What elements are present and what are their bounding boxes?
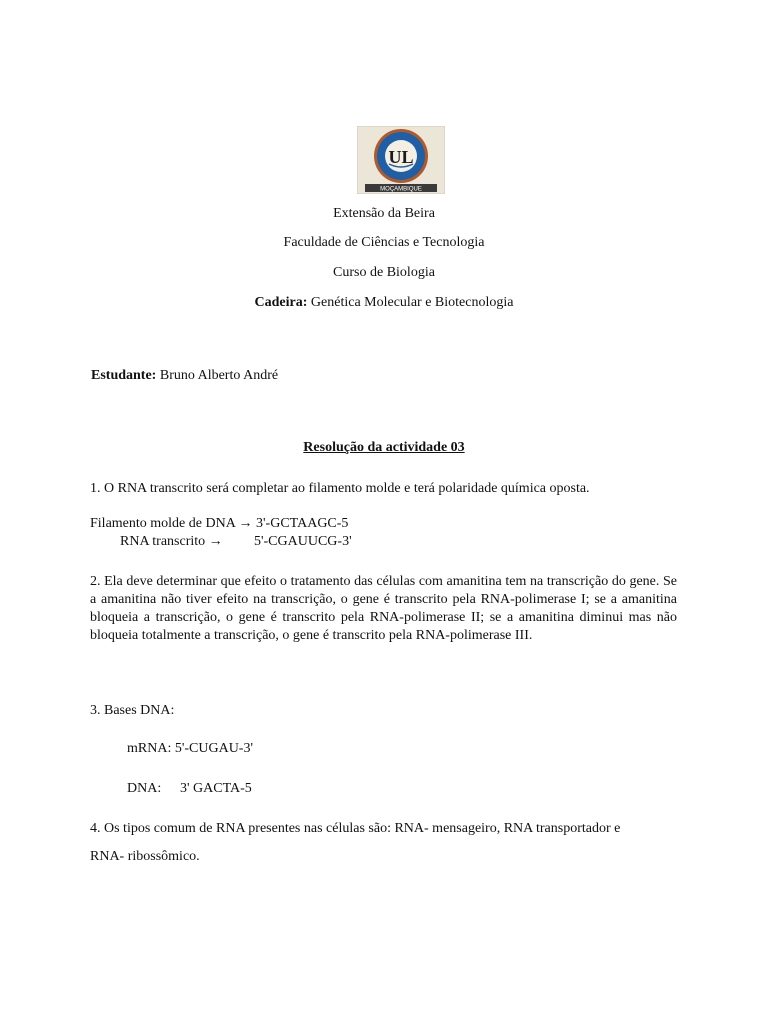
student-name: Bruno Alberto André bbox=[156, 368, 279, 383]
logo-monogram: UL bbox=[388, 147, 414, 167]
q1-rna-value: 5'-CGAUUCG-3' bbox=[254, 534, 352, 549]
q2-text: 2. Ela deve determinar que efeito o tratamento das células com amanitina tem na transcrição do gene. Se a amanitina não tiver efeito na transcrição, o gene é transcrito pela RNA-polimerase I; se a amanitina bloqueia a transcrição, o gene é transcrito pela RNA-polimerase II; se a amanitina diminui mas não bloqueia totalmente a transcrição, o gene é transcrito pela RNA-polimerase III. bbox=[90, 574, 677, 643]
logo-graphic bbox=[357, 126, 445, 194]
q1-template-line: Filamento molde de DNA → 3'-GCTAAGC-5 bbox=[90, 516, 349, 531]
subject-value: Genética Molecular e Biotecnologia bbox=[307, 295, 514, 310]
q1-text: 1. O RNA transcrito será completar ao filamento molde e terá polaridade química oposta. bbox=[90, 481, 590, 496]
q4-line-1: 4. Os tipos comum de RNA presentes nas células são: RNA- mensageiro, RNA transportador e bbox=[90, 821, 621, 836]
activity-title: Resolução da actividade 03 bbox=[303, 440, 465, 455]
student-line bbox=[91, 368, 278, 384]
q3-heading: 3. Bases DNA: bbox=[90, 703, 175, 718]
logo-banner: MOÇAMBIQUE bbox=[380, 186, 422, 193]
subject-line bbox=[0, 295, 768, 311]
university-logo bbox=[357, 126, 445, 194]
q3-mrna: mRNA: 5'-CUGAU-3' bbox=[127, 741, 253, 756]
q1-rna-label: RNA transcrito → bbox=[120, 534, 223, 549]
q3-dna-value: 3' GACTA-5 bbox=[180, 781, 252, 796]
q4-line-2: RNA- ribossômico. bbox=[90, 849, 200, 864]
extension-name: Extensão da Beira bbox=[333, 206, 435, 221]
subject-label: Cadeira: bbox=[254, 295, 308, 310]
faculty-name: Faculdade de Ciências e Tecnologia bbox=[283, 235, 485, 250]
q3-dna-label: DNA: bbox=[127, 781, 162, 796]
course-name: Curso de Biologia bbox=[333, 265, 435, 280]
student-label: Estudante: bbox=[91, 368, 157, 383]
